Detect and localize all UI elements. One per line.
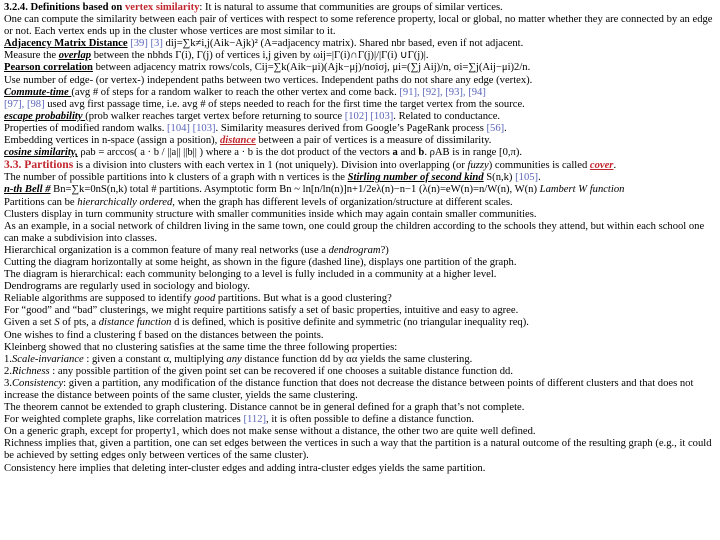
citation-link[interactable]: [105]: [515, 172, 539, 184]
list-item-consistency: 3.Consistency: given a partition, any modification of the distance function that does not decrease the distance between points of different clusters and that does not increase the distance between points of the same cluster, yields the same clustering.: [4, 377, 694, 401]
line-escape-probability: escape probability (prob walker reaches target vertex before returning to source [102] [103]. Related to conductance.: [4, 110, 501, 122]
line-commute-time: Commute-time (avg # of steps for a random walker to reach the other vertex and come back. [91], [92], [93], [94]: [4, 86, 486, 98]
term-hierarchically-ordered: hierarchically ordered: [77, 196, 173, 208]
line-stirling: The number of possible partitions into k clusters of a graph with n vertices is the Stirling number of second kind S(n,k) [105].: [4, 172, 541, 184]
term-cosine-similarity: cosine similarity,: [4, 147, 78, 159]
line-bell-number: n-th Bell # Bn=∑k=0nS(n,k) total # partitions. Asymptotic form Bn ~ ln[n/ln(n)]n+1/2eλ(n)−n−1 (λ(n)=eW(n)=n/W(n), W(n) Lambert W function: [4, 184, 625, 196]
line-reliable-algorithms: Reliable algorithms are supposed to identify good partitions. But what is a good clustering?: [4, 293, 392, 305]
line-adjacency-distance: Adjacency Matrix Distance [39] [3] dij=∑k≠i,j(Aik−Ajk)² (A=adjacency matrix). Shared nbr based, even if not adjacent.: [4, 38, 524, 50]
heading-partitions: 3.3. Partitions: [4, 159, 74, 172]
line-generic-graph: On a generic graph, except for property1, which does not make sense without a distance, the other two are quite well defined.: [4, 426, 536, 438]
term-overlap: overlap: [58, 50, 92, 62]
term-adjacency-matrix-distance: Adjacency Matrix Distance: [4, 38, 128, 50]
line-cosine-similarity: cosine similarity, ρab = arccos( a · b / ||a|| ||b|| ) where a · b is the dot product of the vectors a and b. ρAB is in range [0,π).: [4, 147, 523, 159]
line-distance-function: Given a set S of pts, a distance function d is defined, which is positive definite and symmetric (no triangular inequality req).: [4, 317, 529, 329]
term-escape-probability: escape probability: [4, 110, 86, 122]
citation-link[interactable]: [56]: [486, 122, 505, 134]
line-pearson: Pearson correlation between adjacency matrix rows/cols, Cij=∑k(Aik−μi)(Ajk−μj)/nσiσj, μi=(∑j Aij)/n, σi=∑j(Aij−μi)2/n.: [4, 62, 531, 74]
citation-link[interactable]: [97], [98]: [4, 98, 45, 110]
line-clusters-display: Clusters display in turn community structure with smaller communities inside which may again contain smaller communities.: [4, 208, 537, 220]
section-heading-3-2-4: [4, 2, 716, 14]
line-theorem: The theorem cannot be extended to graph clustering. Distance cannot be in general defined for a graph that’s not complete.: [4, 402, 525, 414]
heading-highlight: vertex similarity: [124, 2, 200, 13]
line-hierarchical: Partitions can be hierarchically ordered, when the graph has different levels of organization/structure at different scales.: [4, 196, 513, 208]
citation-link[interactable]: [112]: [243, 414, 267, 426]
term-pearson-correlation: Pearson correlation: [4, 62, 93, 74]
citation-link[interactable]: [39] [3]: [127, 38, 166, 50]
line-overlap: Measure the overlap between the nbhds Γ(i), Γ(j) of vertices i,j given by ωij=|Γ(i)∩Γ(j)|/|Γ(i) ∪Γ(j)|.: [4, 50, 429, 62]
line-diagram-hierarchical: The diagram is hierarchical: each community belonging to a level is fully included in a community at a higher level.: [4, 269, 497, 281]
line-first-passage: [97], [98] used avg first passage time, i.e. avg # of steps needed to reach for the first time the target vertex from the source.: [4, 98, 525, 110]
paragraph-similarity-intro: One can compute the similarity between each pair of vertices with respect to some reference property, local or global, no matter whether they are connected by an edge or not. Each vertex ends up in the cluster whose vertices are most similar to it.: [4, 14, 713, 38]
line-weighted-graphs: For weighted complete graphs, like correlation matrices [112], it is often possible to define a distance function.: [4, 414, 475, 426]
citation-link[interactable]: [91], [92], [93], [94]: [399, 86, 486, 98]
section-heading-3-3: 3.3. Partitions is a division into clusters with each vertex in 1 (not uniquely). Division into overlapping (or fuzzy) communities is called cover.: [4, 159, 617, 172]
line-clustering-f: One wishes to find a clustering f based on the distances between the points.: [4, 329, 324, 341]
list-item-scale-invariance: 1.Scale-invariance : given a constant α, multiplying any distance function dd by αα yields the same clustering.: [4, 353, 473, 365]
term-commute-time: Commute-time: [4, 86, 72, 98]
list-item-richness: 2.Richness : any possible partition of the given point set can be recovered if one chooses a suitable distance function dd.: [4, 365, 513, 377]
line-dendrogram: Hierarchical organization is a common feature of many real networks (use a dendrogram?): [4, 244, 389, 256]
term-lambert-w: Lambert W function: [539, 184, 625, 196]
line-embedding: Embedding vertices in n-space (assign a position), distance between a pair of vertices is a measure of dissimilarity.: [4, 135, 492, 147]
line-kleinberg: Kleinberg showed that no clustering satisfies at the same time the three following properties:: [4, 341, 398, 353]
citation-link[interactable]: [104] [103]: [167, 122, 216, 134]
term-bell-number: n-th Bell #: [4, 184, 51, 196]
line-cutting: Cutting the diagram horizontally at some height, as shown in the figure (dashed line), displays one partition of the graph.: [4, 256, 517, 268]
term-distance-function: distance function: [98, 317, 172, 329]
line-dendrograms-used: Dendrograms are regularly used in sociology and biology.: [4, 281, 250, 293]
term-cover: cover: [589, 160, 614, 172]
citation-link[interactable]: [102] [103]: [344, 110, 394, 122]
line-consistency-implies: Consistency here implies that deleting inter-cluster edges and adding intra-cluster edges yields the same partition.: [4, 462, 486, 474]
term-stirling-number: Stirling number of second kind: [347, 172, 484, 184]
paragraph-richness-implies: Richness implies that, given a partition, one can set edges between the vertices in such a way that the partition is a natural outcome of the resulting graph (e.g., it could be achieved by setting edges only between vertices of the same cluster).: [4, 438, 712, 462]
heading-sentence: : It is natural to assume that communities are groups of similar vertices.: [199, 2, 503, 13]
paragraph-social-example: As an example, in a social network of children living in the same town, one could group the children according to the schools they attend, but within each school one can make a subdivision into classes.: [4, 220, 705, 244]
heading-text: 3.2.4. Definitions based on: [4, 2, 125, 13]
line-random-walks: Properties of modified random walks. [104] [103]. Similarity measures derived from Google’s PageRank process [56].: [4, 122, 507, 134]
term-dendrogram: dendrogram: [328, 244, 381, 256]
term-distance: distance: [219, 135, 256, 147]
line-good-bad: For “good” and “bad” clusterings, we might require partitions satisfy a set of basic properties, intuitive and easy to agree.: [4, 305, 519, 317]
line-independent-paths: Use number of edge- (or vertex-) independent paths between two vertices. Independent paths do not share any edge (vertex).: [4, 74, 533, 86]
